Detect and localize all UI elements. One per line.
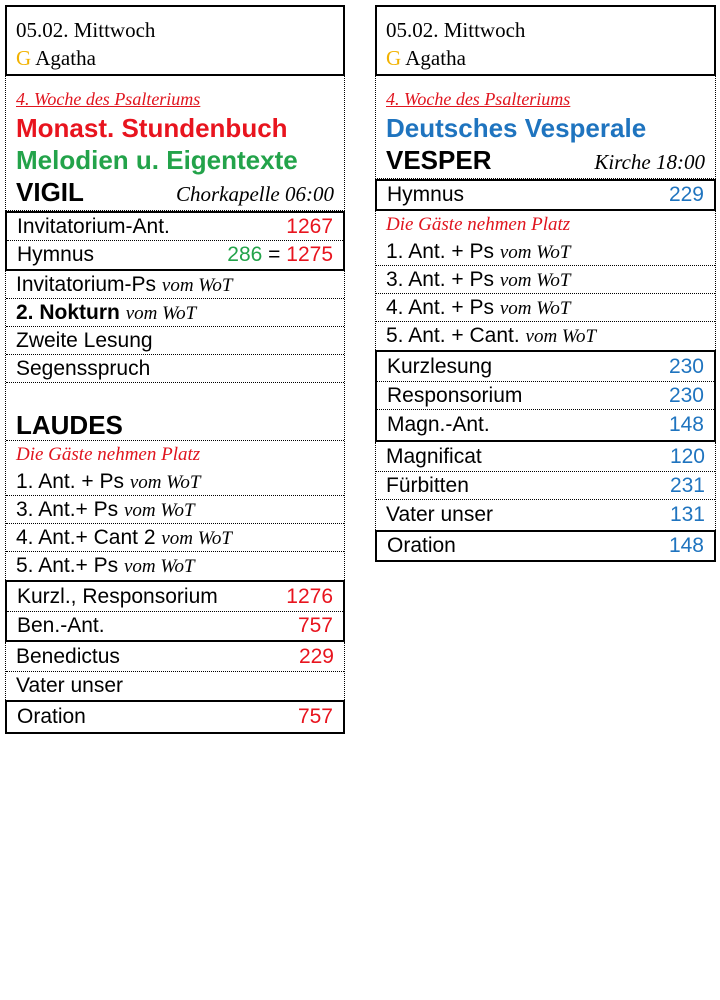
row-wot: vom WoT [129,471,201,493]
vigil-title: VIGIL [16,177,84,207]
date-header [375,5,716,76]
row-label: Responsorium [387,383,523,407]
row-number: 1276 [286,584,333,608]
vesper-row [376,500,715,530]
row-number: 1267 [286,214,333,238]
book-title-1: Monast. Stundenbuch [16,113,288,143]
spacer [6,383,344,441]
vesper-header [386,144,705,178]
vigil-row [7,241,343,269]
row-label: 3. Ant.+ Ps [16,497,119,521]
vesper-place: Kirche 18:00 [594,150,705,174]
row-number: 148 [668,534,704,557]
row-label: 1. Ant. + Ps [386,239,494,263]
row-label: Benedictus [16,644,120,668]
row-label: Invitatorium-Ant. [17,214,170,238]
vigil-row [6,327,344,355]
laudes-row [6,642,344,672]
saint-rank: G [386,46,402,70]
row-label: Hymnus [387,183,465,206]
vesper-guest [376,211,715,238]
row-label: Oration [387,534,456,557]
laudes-row [6,524,344,552]
row-wot: vom WoT [525,326,597,347]
vesper-row [377,410,714,440]
row-wot: vom WoT [499,269,571,291]
row-label: Segensspruch [16,356,151,380]
laudes-guest [6,441,344,468]
oration-box [375,530,716,562]
saint-name: Agatha [35,46,96,70]
laudes-box-1 [5,580,345,642]
row-wot: vom WoT [124,499,195,521]
vigil-row [6,271,344,299]
row-number: 148 [668,413,704,436]
vesper-row [376,238,715,266]
saint-rank: G [16,46,32,70]
left-column [5,5,345,734]
row-number: 131 [669,503,705,526]
row-label: 5. Ant. + Cant. [386,324,520,347]
vesper-row [377,532,714,560]
vesper-row [377,382,714,410]
book-title-2: Melodien u. Eigentexte [16,145,298,175]
vesper-row [376,472,715,500]
row-number: 757 [297,705,333,728]
oration-box [5,700,345,734]
vigil-header [16,176,334,210]
row-label: Kurzlesung [387,354,493,378]
vigil-row [6,355,344,383]
saint-line [16,44,343,72]
row-label: Kurzl., Responsorium [17,584,218,608]
row-label: Hymnus [17,243,95,266]
laudes-row [7,702,343,732]
equals: = [262,243,287,266]
vigil-row [7,213,343,241]
intro-block [5,76,345,211]
row-number: 757 [297,614,333,637]
laudes-row [6,672,344,700]
row-label: Ben.-Ant. [17,614,105,637]
row-wot: vom WoT [125,302,197,324]
row-label: 2. Nokturn [16,300,120,324]
vesper-row [376,266,715,294]
row-wot: vom WoT [161,274,233,296]
row-number: 120 [669,444,705,468]
number-red: 1275 [286,243,333,266]
book-titles [376,105,715,178]
laudes-row [7,582,343,612]
row-label: Vater unser [386,503,493,526]
psalter-week: 4. Woche des Psalteriums [16,89,201,109]
row-label: 4. Ant.+ Cant 2 [16,525,156,549]
row-number: 229 [298,644,334,668]
vesper-rows-2 [375,442,716,530]
laudes-row [6,468,344,496]
right-column [375,5,716,562]
vigil-place: Chorkapelle 06:00 [175,182,334,206]
row-number: 230 [668,383,704,407]
laudes-rows-3 [5,642,345,700]
vigil-box [5,211,345,271]
saint-line [386,44,714,72]
row-wot: vom WoT [499,241,571,263]
laudes-title: LAUDES [16,410,123,440]
saint-name: Agatha [405,46,466,70]
row-label: Zweite Lesung [16,328,153,352]
row-number: 231 [669,473,705,497]
laudes-row [7,612,343,640]
row-label: 1. Ant. + Ps [16,469,124,493]
laudes-row [6,496,344,524]
guest-note: Die Gäste nehmen Platz [16,443,201,465]
date-line: 05.02. Mittwoch [16,18,156,42]
row-number: 229 [668,183,704,206]
row-label: 5. Ant.+ Ps [16,554,119,577]
row-label: Invitatorium-Ps [16,272,157,296]
psalm-rows [375,211,716,350]
row-numbers [227,243,333,267]
row-wot: vom WoT [161,527,232,549]
row-label: Magnificat [386,444,482,468]
vesper-row [377,181,714,209]
psalter-week: 4. Woche des Psalteriums [386,89,571,109]
row-label: Oration [17,705,86,728]
vesper-row [377,352,714,382]
intro-block [375,76,716,179]
row-label: 3. Ant. + Ps [386,267,494,291]
vigil-row [6,299,344,327]
row-label: Fürbitten [386,473,469,497]
row-wot: vom WoT [499,297,571,319]
number-green: 286 [227,243,263,266]
vesper-row [376,322,715,350]
hymnus-box [375,179,716,211]
vesper-row [376,442,715,472]
vesper-title: VESPER [386,145,492,175]
book-title: Deutsches Vesperale [386,113,647,143]
row-label: Vater unser [16,674,123,697]
laudes-row [6,552,344,580]
book-titles [6,105,344,210]
vesper-row [376,294,715,322]
row-label: Magn.-Ant. [387,413,490,436]
row-label: 4. Ant. + Ps [386,295,494,319]
row-number: 230 [668,354,704,378]
vigil-rows-2 [5,271,345,580]
vesper-box-1 [375,350,716,442]
date-line: 05.02. Mittwoch [386,18,526,42]
row-wot: vom WoT [124,556,195,577]
date-header [5,5,345,76]
guest-note: Die Gäste nehmen Platz [386,213,571,235]
